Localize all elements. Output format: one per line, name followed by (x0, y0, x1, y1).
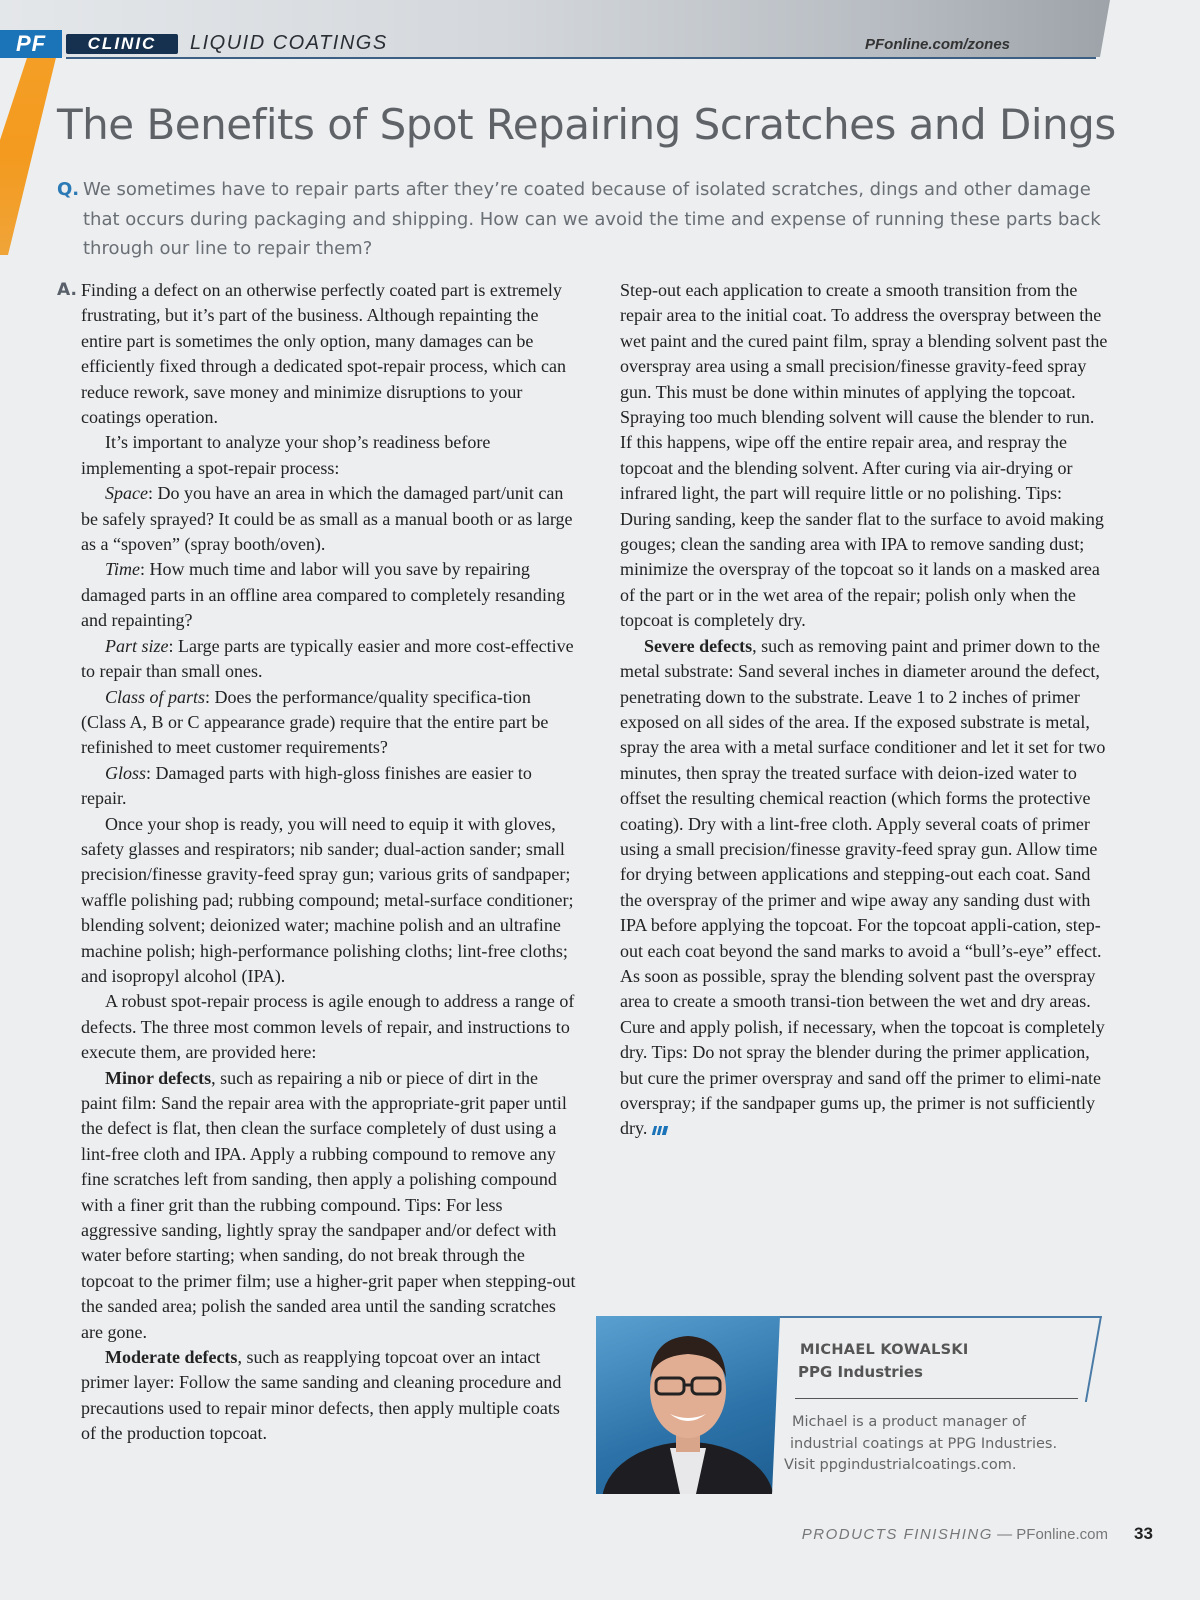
question-block (57, 175, 1107, 264)
paragraph-space (81, 481, 577, 557)
author-company: PPG Industries (798, 1363, 923, 1381)
author-bio (784, 1412, 1084, 1477)
body-column-right (620, 278, 1108, 1142)
question-marker: Q. (57, 179, 80, 200)
author-name: MICHAEL KOWALSKI (800, 1342, 969, 1358)
text-space: : Do you have an area in which the damaged part/unit can be safely sprayed? It could be as small as a manual booth or as large as a “spoven” (spray booth/oven). (81, 483, 573, 555)
page-number: 33 (1134, 1524, 1153, 1543)
text-severe: , such as removing paint and primer down to the metal substrate: Sand several inches in diameter around the defect, penetrating down to the substrate. Leave 1 to 2 inches of primer exposed on all sides of the area. If the exposed substrate is metal, spray the area with a metal surface conditioner and let it set for two minutes, then spray the treated surface with deion-ized water to offset the resulting chemical reaction (which forms the protective coating). Dry with a lint-free cloth. Apply several coats of primer using a small precision/finesse gravity-feed spray gun. Allow time for drying between applications and stepping-out each coat. Sand the overspray of the primer and wipe away any sanding dust with IPA before applying the topcoat. For the topcoat appli-cation, step-out each coat beyond the sand marks to avoid a “bull’s-eye” effect. As soon as possible, spray the blending solvent past the overspray area to create a smooth transi-tion between the wet and dry areas. Cure and apply polish, if necessary, when the topcoat is completely dry. Tips: Do not spray the blender during the primer application, but cure the primer overspray and sand off the primer to elimi-nate overspray; if the sandpaper gums up, the primer is not sufficiently dry. (620, 635, 1106, 1139)
section-label: LIQUID COATINGS (190, 32, 388, 54)
author-frame (765, 1316, 1102, 1402)
text-part-size: : Large parts are typically easier and more cost-effective to repair than small ones. (81, 635, 574, 682)
author-portrait-icon (596, 1316, 780, 1494)
text-minor: , such as repairing a nib or piece of dirt in the paint film: Sand the repair area with the appropriate-grit paper until the defect is flat, then clean the surface completely of dust using a lint-free cloth and IPA. Apply a rubbing compound to remove any fine scratches left from sanding, then apply a polishing compound with a finer grit than the rubbing compound. Tips: For less aggressive sanding, lightly spray the sandpaper and/or defect with water before starting; when sanding, do not break through the topcoat to the primer film; use a higher-grit paper when stepping-out the sanded area; polish the sanded area until the sanding scratches are gone. (81, 1067, 576, 1342)
term-time: Time (105, 559, 141, 580)
header-url[interactable]: PFonline.com/zones (865, 36, 1011, 53)
paragraph-class (81, 685, 577, 761)
paragraph-minor (81, 1066, 577, 1345)
author-bio-line-2: industrial coatings at PPG Industries. (790, 1435, 1058, 1452)
article-title: The Benefits of Spot Repairing Scratches and Dings (57, 100, 1116, 149)
term-severe: Severe defects (644, 635, 753, 656)
author-bio-line-1: Michael is a product manager of (792, 1414, 1026, 1430)
answer-marker: A. (57, 280, 77, 300)
author-photo (596, 1316, 780, 1494)
footer-site[interactable]: PFonline.com (1016, 1526, 1108, 1543)
paragraph-robust: A robust spot-repair process is agile enough to address a range of defects. The three most common levels of repair, and instructions to execute them, are provided here: (81, 991, 575, 1063)
text-gloss: : Damaged parts with high-gloss finishes are easier to repair. (81, 762, 532, 809)
text-moderate: , such as reapplying topcoat over an intact primer layer: Follow the same sanding and cleaning procedure and precautions used to repair minor defects, then apply multiple coats of the production topcoat. (81, 1347, 562, 1444)
author-bio-line-3: Visit ppgindustrialcoatings.com. (784, 1457, 1017, 1473)
paragraph-time (81, 557, 577, 633)
author-divider (795, 1398, 1078, 1399)
footer (802, 1526, 1108, 1543)
term-minor: Minor defects (105, 1067, 212, 1088)
paragraph-part-size (81, 634, 577, 685)
term-part-size: Part size (105, 635, 169, 656)
paragraph-readiness: It’s important to analyze your shop’s readiness before implementing a spot-repair process: (81, 432, 491, 478)
footer-magazine: PRODUCTS FINISHING (801, 1526, 993, 1543)
term-gloss: Gloss (105, 762, 147, 783)
clinic-badge: CLINIC (66, 34, 178, 54)
term-space: Space (105, 483, 148, 504)
end-of-article-icon (652, 1126, 668, 1135)
paragraph-severe (620, 634, 1108, 1142)
footer-separator: — (997, 1526, 1013, 1543)
text-class: : Does the performance/quality specifica-tion (Class A, B or C appearance grade) require that the entire part be refinished to meet customer requirements? (81, 686, 549, 758)
pf-logo: PF (0, 30, 62, 58)
text-time: : How much time and labor will you save by repairing damaged parts in an offline area compared to completely resanding and repainting? (81, 559, 565, 631)
paragraph-intro: Finding a defect on an otherwise perfectly coated part is extremely frustrating, but it’s part of the business. Although repainting the entire part is sometimes the only option, many damages can be efficiently fixed through a dedicated spot-repair process, which can reduce rework, save money and minimize disruptions to your coatings operation. (81, 280, 566, 428)
paragraph-equipment: Once your shop is ready, you will need to equip it with gloves, safety glasses and respirators; nib sander; dual-action sander; small precision/finesse gravity-feed spray gun; various grits of sandpaper; waffle polishing pad; rubbing compound; metal-surface conditioner; blending solvent; deionized water; machine polish and an ultrafine machine polish; high-performance polishing cloths; lint-free cloths; and isopropyl alcohol (IPA). (81, 813, 574, 986)
term-class: Class of parts (105, 686, 206, 707)
term-moderate: Moderate defects (105, 1347, 238, 1368)
paragraph-stepout: Step-out each application to create a smooth transition from the repair area to the initial coat. To address the overspray between the wet paint and the cured paint film, spray a blending solvent past the overspray area using a small precision/finesse gravity-feed spray gun. This must be done within minutes of applying the topcoat. Spraying too much blending solvent will cause the blender to run. If this happens, wipe off the entire repair area, and respray the topcoat and the blending solvent. After curing via air-drying or infrared light, the part will require little or no polishing. Tips: During sanding, keep the sander flat to the surface to avoid making gouges; clean the sanding area with IPA to remove sanding dust; minimize the overspray of the topcoat so it lands on a masked area of the part or in the wet area of the repair; polish only when the topcoat is completely dry. (620, 280, 1108, 631)
paragraph-gloss (81, 761, 577, 812)
header-rule (66, 57, 1096, 59)
body-column-left (57, 278, 577, 1447)
question-text: We sometimes have to repair parts after they’re coated because of isolated scratches, dings and other damage that occurs during packaging and shipping. How can we avoid the time and expense of running these parts back through our line to repair them? (83, 179, 1101, 259)
paragraph-moderate (81, 1345, 577, 1447)
